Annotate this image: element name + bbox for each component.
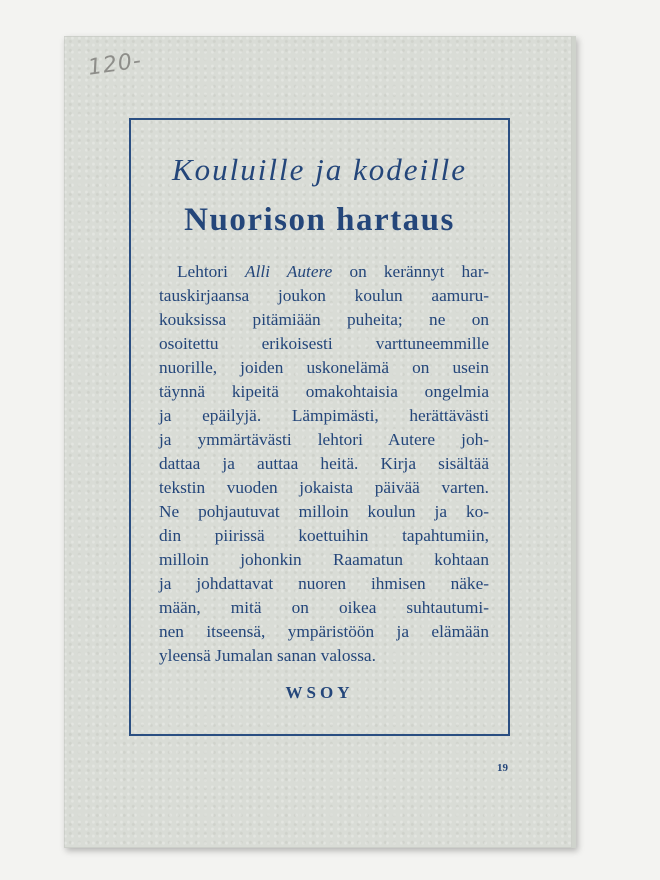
- page-number: 19: [497, 762, 508, 774]
- text-line: kouksissa pitämiään puheita; ne on: [159, 310, 489, 329]
- handwritten-price-note: 120-: [86, 48, 144, 81]
- text-line-start: Lehtori: [177, 262, 246, 281]
- text-line: ja johdattavat nuoren ihmisen näke-: [159, 574, 489, 593]
- text-line: osoitettu erikoisesti varttuneemmille: [159, 334, 489, 353]
- text-line: täynnä kipeitä omakohtaisia ongelmia: [159, 382, 489, 401]
- description-text: [159, 260, 489, 668]
- text-line: milloin johonkin Raamatun kohtaan: [159, 550, 489, 569]
- text-line: Ne pohjautuvat milloin koulun ja ko-: [159, 502, 489, 521]
- book-title: Nuorison hartaus: [184, 202, 455, 238]
- text-line: dattaa ja auttaa heitä. Kirja sisältää: [159, 454, 489, 473]
- text-line: mään, mitä on oikea suhtautumi-: [159, 598, 489, 617]
- subtitle: Kouluille ja kodeille: [171, 152, 468, 187]
- text-line: din piirissä koettuihin tapahtumiin,: [159, 526, 489, 545]
- text-frame: [129, 118, 510, 736]
- text-line: nuorille, joiden uskonelämä on usein: [159, 358, 489, 377]
- text-line: [159, 260, 489, 284]
- text-line: ja epäilyjä. Lämpimästi, herättävästi: [159, 406, 489, 425]
- text-line: tekstin vuoden jokaista päivää varten.: [159, 478, 489, 497]
- publisher-name: WSOY: [285, 683, 354, 702]
- text-line: tauskirjaansa joukon koulun aamuru-: [159, 286, 489, 305]
- text-line: yleensä Jumalan sanan valossa.: [159, 646, 376, 665]
- text-line-end: on kerännyt har-: [332, 262, 490, 281]
- text-line: ja ymmärtävästi lehtori Autere joh-: [159, 430, 489, 449]
- text-line: nen itseensä, ympäristöön ja elämään: [159, 622, 489, 641]
- author-name: Alli Autere: [245, 262, 333, 281]
